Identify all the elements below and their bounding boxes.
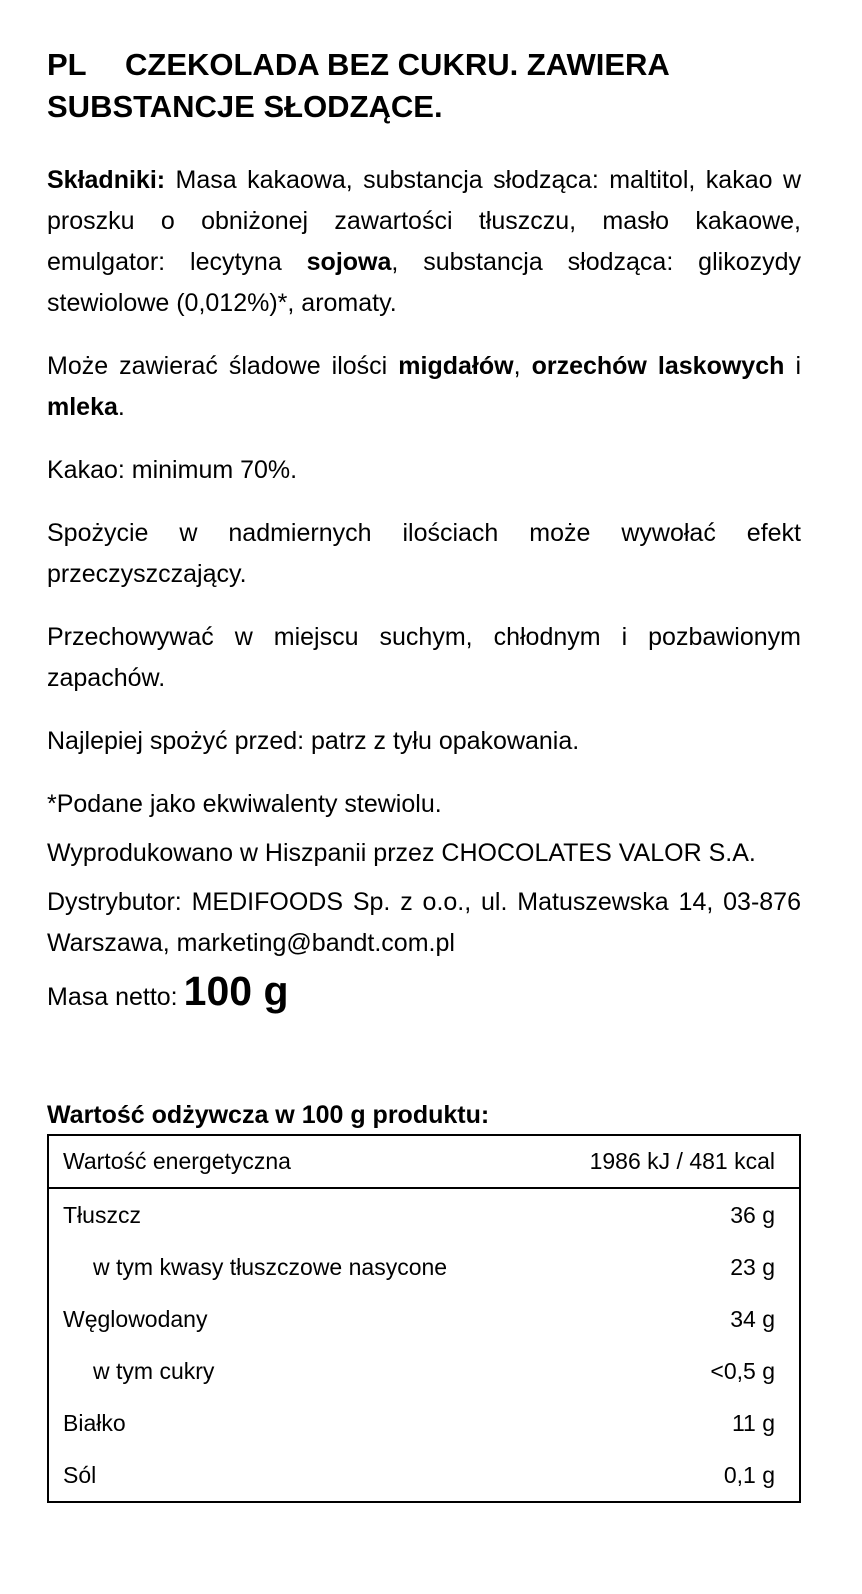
nutrition-title: Wartość odżywcza w 100 g produktu: — [47, 1101, 490, 1129]
manufacturer: Wyprodukowano w Hiszpanii przez CHOCOLATES VALOR S.A. — [47, 839, 756, 867]
ingredients-label: Składniki: — [47, 166, 166, 194]
nutrition-row-energy — [48, 1135, 800, 1188]
best-before: Najlepiej spożyć przed: patrz z tyłu opakowania. — [47, 727, 580, 755]
storage-instructions: Przechowywać w miejscu suchym, chłodnym i pozbawionym zapachów. — [47, 623, 801, 692]
ingredients-text-2: , substancja słodząca: glikozydy stewiolowe (0,012%)*, aromaty. — [47, 248, 801, 317]
language-code: PL — [47, 47, 87, 82]
nutrition-label: Węglowodany — [63, 1305, 208, 1332]
nutrition-value: 1986 kJ / 481 kcal — [539, 1135, 800, 1188]
nutrition-row-protein — [48, 1397, 800, 1449]
allergens-text-4: . — [117, 393, 125, 421]
nutrition-value: 11 g — [731, 1409, 775, 1436]
nutrition-label: Tłuszcz — [63, 1201, 141, 1228]
nutrition-row-saturated-fat — [48, 1241, 800, 1293]
allergen-milk: mleka — [47, 393, 118, 421]
nutrition-value: 36 g — [730, 1201, 775, 1228]
cocoa-content: Kakao: minimum 70%. — [47, 456, 298, 484]
nutrition-row-fat — [48, 1188, 800, 1241]
nutrition-value: 23 g — [730, 1253, 775, 1280]
nutrition-label: w tym kwasy tłuszczowe nasycone — [93, 1253, 448, 1280]
nutrition-label: w tym cukry — [93, 1357, 215, 1384]
allergens-paragraph — [47, 346, 801, 428]
nutrition-row-sugars — [48, 1345, 800, 1397]
nutrition-row-salt — [48, 1449, 800, 1502]
allergen-soy: sojowa — [306, 248, 392, 276]
net-weight-label: Masa netto: — [47, 983, 178, 1011]
allergens-text-1: Może zawierać śladowe ilości — [47, 352, 399, 380]
allergen-almonds: migdałów — [398, 352, 514, 380]
nutrition-label: Wartość energetyczna — [48, 1135, 539, 1188]
net-weight-value: 100 g — [183, 968, 289, 1014]
ingredients-text-1: Masa kakaowa, substancja słodząca: maltitol, kakao w proszku o obniżonej zawartości tłuszczu, masło kakaowe, emulgator: lecytyna — [47, 166, 801, 276]
allergens-text-2: , — [513, 352, 532, 380]
laxative-warning: Spożycie w nadmiernych ilościach może wywołać efekt przeczyszczający. — [47, 519, 801, 588]
nutrition-value: <0,5 g — [710, 1357, 775, 1384]
nutrition-value: 0,1 g — [723, 1461, 775, 1488]
nutrition-value: 34 g — [730, 1305, 775, 1332]
net-weight — [47, 968, 801, 1020]
product-title-text: CZEKOLADA BEZ CUKRU. ZAWIERA SUBSTANCJE SŁODZĄCE. — [47, 47, 669, 124]
distributor: Dystrybutor: MEDIFOODS Sp. z o.o., ul. Matuszewska 14, 03-876 Warszawa, marketing@bandt.com.pl — [47, 888, 801, 957]
nutrition-table — [47, 1134, 801, 1503]
ingredients-paragraph — [47, 160, 801, 324]
nutrition-row-carbohydrates — [48, 1293, 800, 1345]
footnote: *Podane jako ekwiwalenty stewiolu. — [47, 790, 442, 818]
allergen-hazelnuts: orzechów laskowych — [531, 352, 785, 380]
nutrition-label: Białko — [63, 1409, 126, 1436]
allergens-text-3: i — [784, 352, 801, 380]
nutrition-label: Sól — [63, 1461, 97, 1488]
product-title — [47, 44, 801, 128]
